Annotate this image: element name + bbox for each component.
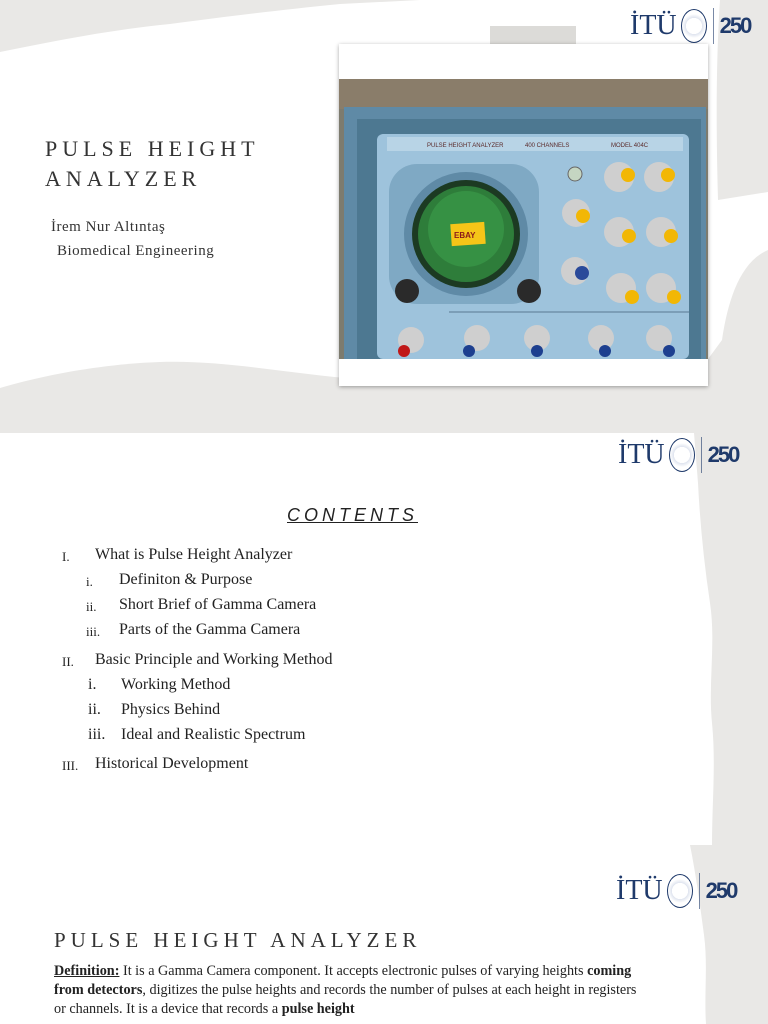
itu-seal-icon xyxy=(667,874,693,908)
toc-item: Basic Principle and Working Method xyxy=(95,651,333,668)
toc-item: What is Pulse Height Analyzer xyxy=(95,546,293,563)
anniversary-logo: 250 xyxy=(705,878,737,903)
presentation-title xyxy=(45,134,305,194)
itu-logo: İTÜ xyxy=(618,439,665,470)
panel-title-mid: 400 CHANNELS xyxy=(525,143,570,149)
toc-number: ii. xyxy=(86,599,97,614)
toc-number: iii. xyxy=(86,624,101,639)
toc-item: Short Brief of Gamma Camera xyxy=(119,596,317,613)
itu-logo: İTÜ xyxy=(616,875,663,906)
title-line-1: PULSE HEIGHT xyxy=(45,136,260,161)
definition-label: Definition: xyxy=(54,963,120,979)
toc-number: i. xyxy=(88,676,97,693)
panel-title-right: MODEL 404C xyxy=(611,143,649,149)
toc-item: Physics Behind xyxy=(121,701,221,718)
toc-item: Ideal and Realistic Spectrum xyxy=(121,726,306,743)
toc-item: Parts of the Gamma Camera xyxy=(119,621,301,638)
definition-bold-2: pulse height xyxy=(281,1001,355,1017)
anniversary-logo: 250 xyxy=(707,442,739,467)
anniversary-logo: 250 xyxy=(719,13,751,38)
toc-number: II. xyxy=(62,654,74,669)
logo-divider xyxy=(713,8,714,44)
device-photo-frame xyxy=(339,44,708,386)
itu-seal-icon xyxy=(669,438,695,472)
definition-slide xyxy=(0,845,768,1024)
logo-divider xyxy=(701,437,702,473)
torn-paper-edge xyxy=(0,433,768,845)
itu-logo: İTÜ xyxy=(630,10,677,41)
toc-item: Definiton & Purpose xyxy=(119,571,253,588)
department: Biomedical Engineering xyxy=(57,243,215,259)
itu-seal-icon xyxy=(681,9,707,43)
definition-text-1: It is a Gamma Camera component. It accepts electronic pulses of varying heights xyxy=(119,963,588,979)
contents-heading: CONTENTS xyxy=(287,505,418,525)
toc-number: i. xyxy=(86,574,93,589)
author-name: İrem Nur Altıntaş xyxy=(51,219,166,235)
logo-divider xyxy=(699,873,700,909)
toc-number: III. xyxy=(62,758,79,773)
panel-title-left: PULSE HEIGHT ANALYZER xyxy=(427,143,504,149)
itu-logo-group xyxy=(618,437,738,473)
definition-paragraph xyxy=(54,962,644,1019)
title-line-2: ANALYZER xyxy=(45,166,202,191)
toc-item: Historical Development xyxy=(95,755,249,772)
screen-sticker: EBAY xyxy=(454,231,476,240)
title-slide xyxy=(0,0,768,433)
toc-number: iii. xyxy=(88,726,106,743)
toc-item: Working Method xyxy=(121,676,231,693)
toc-number: I. xyxy=(62,549,70,564)
definition-bold-1: coming from detectors xyxy=(54,963,632,998)
contents-slide xyxy=(0,433,768,845)
definition-text-2: , digitizes the pulse heights and records the number of pulses at each height in registers or channels. It is a device that records a xyxy=(54,982,637,1017)
toc-number: ii. xyxy=(88,701,101,718)
itu-logo-group xyxy=(616,873,736,909)
section-title: PULSE HEIGHT ANALYZER xyxy=(54,928,422,952)
itu-logo-group xyxy=(630,8,750,44)
device-photo xyxy=(339,79,708,359)
